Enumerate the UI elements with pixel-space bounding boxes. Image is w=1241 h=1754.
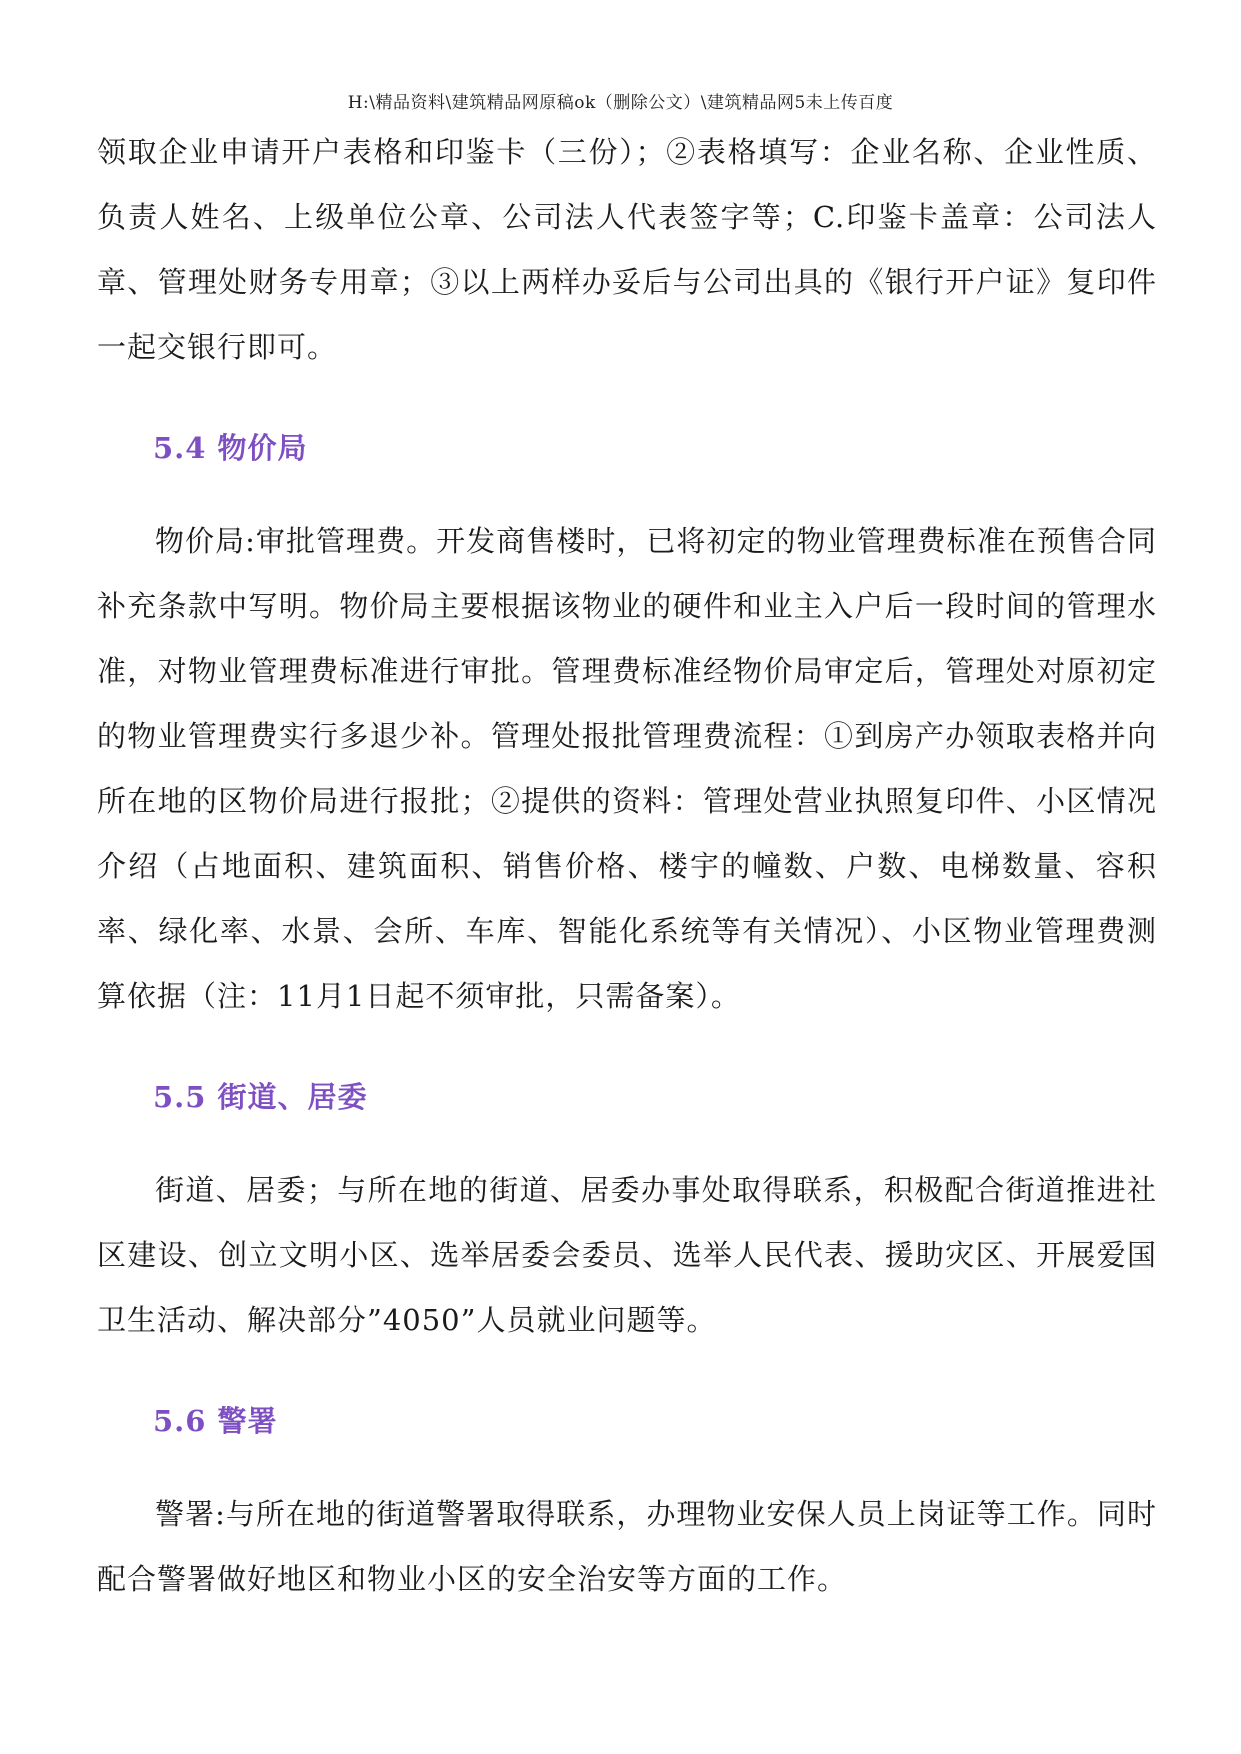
section-title-5-4: 5.4 物价局: [153, 431, 308, 465]
page-header-file-path: H:\精品资料\建筑精品网原稿ok（删除公文）\建筑精品网5未上传百度: [347, 93, 894, 113]
section-title-5-5: 5.5 街道、居委: [153, 1080, 368, 1114]
spacer: [97, 1130, 1157, 1158]
spacer: [97, 1029, 1157, 1065]
section-5-5-paragraph: 街道、居委；与所在地的街道、居委办事处取得联系，积极配合街道推进社区建设、创立文明小区、选举居委会委员、选举人民代表、援助灾区、开展爱国卫生活动、解决部分”4050”人员就业问题等。: [97, 1173, 1157, 1337]
intro-paragraph: 领取企业申请开户表格和印鉴卡（三份）；②表格填写：企业名称、企业性质、负责人姓名、上级单位公章、公司法人代表签字等；C.印鉴卡盖章：公司法人章、管理处财务专用章；③以上两样办妥后与公司出具的《银行开户证》复印件一起交银行即可。: [97, 135, 1157, 364]
spacer: [97, 380, 1157, 416]
section-title-5-6: 5.6 警署: [153, 1404, 278, 1438]
spacer: [97, 481, 1157, 509]
document-body: [97, 120, 1157, 1612]
section-5-6-paragraph: 警署:与所在地的街道警署取得联系，办理物业安保人员上岗证等工作。同时配合警署做好地区和物业小区的安全治安等方面的工作。: [97, 1497, 1157, 1596]
section-5-4-paragraph: 物价局:审批管理费。开发商售楼时，已将初定的物业管理费标准在预售合同补充条款中写明。物价局主要根据该物业的硬件和业主入户后一段时间的管理水准，对物业管理费标准进行审批。管理费标准经物价局审定后，管理处对原初定的物业管理费实行多退少补。管理处报批管理费流程：①到房产办领取表格并向所在地的区物价局进行报批；②提供的资料：管理处营业执照复印件、小区情况介绍（占地面积、建筑面积、销售价格、楼宇的幢数、户数、电梯数量、容积率、绿化率、水景、会所、车库、智能化系统等有关情况）、小区物业管理费测算依据（注：11月1日起不须审批，只需备案）。: [97, 524, 1157, 1013]
spacer: [97, 1353, 1157, 1389]
spacer: [97, 1454, 1157, 1482]
